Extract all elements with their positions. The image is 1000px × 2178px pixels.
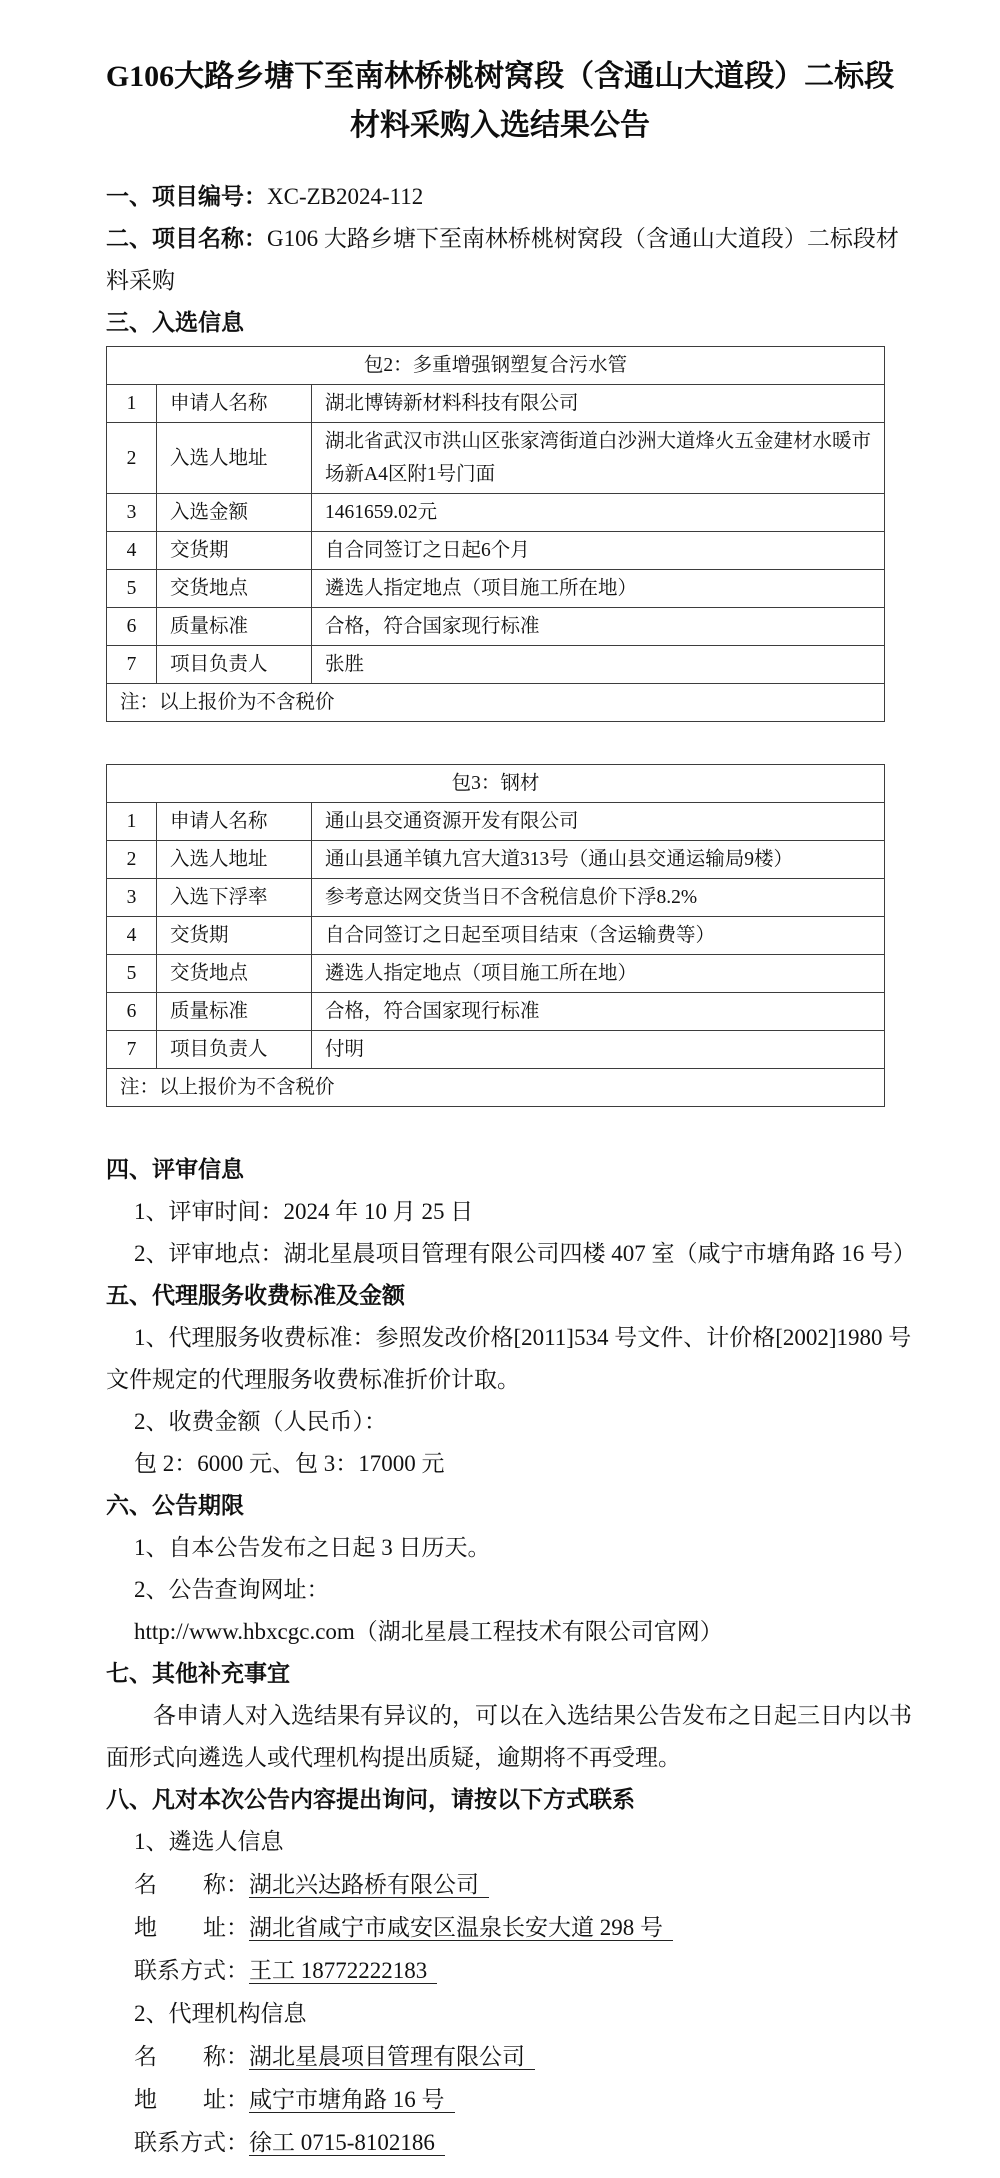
- row-number-cell: 6: [107, 608, 157, 646]
- table-row: [107, 917, 885, 955]
- section5-item1: 1、代理服务收费标准：参照发改价格[2011]534 号文件、计价格[2002]1980 号文件规定的代理服务收费标准折价计取。: [106, 1325, 912, 1392]
- section4-item2: 2、评审地点：湖北星晨项目管理有限公司四楼 407 室（咸宁市塘角路 16 号）: [134, 1241, 916, 1266]
- table-note-row: [107, 1069, 885, 1107]
- section2-line: [106, 218, 920, 302]
- table-row: [107, 494, 885, 532]
- row-value-cell: 付明: [312, 1031, 885, 1069]
- row-value-cell: 参考意达网交货当日不含税信息价下浮8.2%: [312, 879, 885, 917]
- agency-name-line: [106, 2036, 920, 2078]
- row-number-cell: 5: [107, 955, 157, 993]
- document-title: [0, 52, 1000, 150]
- row-number-cell: 4: [107, 532, 157, 570]
- row-number-cell: 1: [107, 385, 157, 423]
- row-value-cell: 合格，符合国家现行标准: [312, 993, 885, 1031]
- agency-contact-value: 徐工 0715-8102186: [249, 2130, 445, 2156]
- package3-header: 包3：钢材: [107, 765, 885, 803]
- row-label-cell: 入选人地址: [157, 423, 312, 494]
- row-value-cell: 遴选人指定地点（项目施工所在地）: [312, 955, 885, 993]
- agency-name-value: 湖北星晨项目管理有限公司: [249, 2044, 535, 2070]
- row-label-cell: 项目负责人: [157, 1031, 312, 1069]
- section2-value: G106 大路乡塘下至南林桥桃树窝段（含通山大道段）二标段材料采购: [106, 226, 899, 293]
- row-number-cell: 7: [107, 1031, 157, 1069]
- selector-contact-label: 联系方式：: [134, 1958, 249, 1983]
- table-note-cell: 注：以上报价为不含税价: [107, 684, 885, 722]
- row-label-cell: 入选人地址: [157, 841, 312, 879]
- section5-heading: 五、代理服务收费标准及金额: [106, 1283, 405, 1308]
- section1-label: 一、项目编号：: [106, 184, 267, 209]
- row-label-cell: 交货地点: [157, 570, 312, 608]
- table-row: [107, 532, 885, 570]
- row-value-cell: 张胜: [312, 646, 885, 684]
- row-value-cell: 湖北博铸新材料科技有限公司: [312, 385, 885, 423]
- table-row: [107, 879, 885, 917]
- row-label-cell: 交货期: [157, 532, 312, 570]
- row-label-cell: 交货期: [157, 917, 312, 955]
- section6-item2: 2、公告查询网址：: [134, 1577, 330, 1602]
- package2-header: 包2：多重增强钢塑复合污水管: [107, 347, 885, 385]
- section2-label: 二、项目名称：: [106, 226, 267, 251]
- table-note-cell: 注：以上报价为不含税价: [107, 1069, 885, 1107]
- selector-contact-line: [106, 1950, 920, 1992]
- row-number-cell: 3: [107, 879, 157, 917]
- row-number-cell: 6: [107, 993, 157, 1031]
- selector-name-value: 湖北兴达路桥有限公司: [249, 1872, 489, 1898]
- section8-heading: 八、凡对本次公告内容提出询问，请按以下方式联系: [106, 1787, 635, 1812]
- selector-address-label: 地 址：: [134, 1915, 249, 1940]
- agency-address-value: 咸宁市塘角路 16 号: [249, 2087, 455, 2113]
- section5-item3: 包 2：6000 元、包 3：17000 元: [134, 1451, 445, 1476]
- row-number-cell: 3: [107, 494, 157, 532]
- row-number-cell: 2: [107, 423, 157, 494]
- section3-heading: 三、入选信息: [106, 310, 244, 335]
- row-value-cell: 1461659.02元: [312, 494, 885, 532]
- selector-name-line: [106, 1864, 920, 1906]
- row-number-cell: 4: [107, 917, 157, 955]
- section1-line: [106, 176, 920, 218]
- row-value-cell: 合格，符合国家现行标准: [312, 608, 885, 646]
- section5-item2: 2、收费金额（人民币）：: [134, 1409, 387, 1434]
- row-value-cell: 湖北省武汉市洪山区张家湾街道白沙洲大道烽火五金建材水暖市场新A4区附1号门面: [312, 423, 885, 494]
- document-title-line1: G106大路乡塘下至南林桥桃树窝段（含通山大道段）二标段: [105, 60, 895, 93]
- row-number-cell: 5: [107, 570, 157, 608]
- table-row: [107, 841, 885, 879]
- table-row: [107, 570, 885, 608]
- row-number-cell: 2: [107, 841, 157, 879]
- agency-info-heading: 2、代理机构信息: [134, 2001, 307, 2026]
- row-label-cell: 入选下浮率: [157, 879, 312, 917]
- agency-address-line: [106, 2079, 920, 2121]
- section4-item1: 1、评审时间：2024 年 10 月 25 日: [134, 1199, 474, 1224]
- section4-heading: 四、评审信息: [106, 1157, 244, 1182]
- row-label-cell: 交货地点: [157, 955, 312, 993]
- row-value-cell: 通山县通羊镇九宫大道313号（通山县交通运输局9楼）: [312, 841, 885, 879]
- row-label-cell: 申请人名称: [157, 803, 312, 841]
- row-value-cell: 自合同签订之日起至项目结束（含运输费等）: [312, 917, 885, 955]
- agency-address-label: 地 址：: [134, 2087, 249, 2112]
- section6-item3-url: http://www.hbxcgc.com（湖北星晨工程技术有限公司官网）: [134, 1619, 723, 1644]
- section7-paragraph: 各申请人对入选结果有异议的，可以在入选结果公告发布之日起三日内以书面形式向遴选人或代理机构提出质疑，逾期将不再受理。: [106, 1703, 912, 1770]
- agency-contact-label: 联系方式：: [134, 2130, 249, 2155]
- selector-address-line: [106, 1907, 920, 1949]
- selector-name-label: 名 称：: [134, 1872, 249, 1897]
- section6-heading: 六、公告期限: [106, 1493, 244, 1518]
- row-label-cell: 质量标准: [157, 608, 312, 646]
- table-row: [107, 608, 885, 646]
- table-row: [107, 803, 885, 841]
- agency-contact-line: [106, 2122, 920, 2164]
- row-label-cell: 项目负责人: [157, 646, 312, 684]
- selector-info-heading: 1、遴选人信息: [134, 1829, 284, 1854]
- selector-contact-value: 王工 18772222183: [249, 1958, 437, 1984]
- row-label-cell: 申请人名称: [157, 385, 312, 423]
- table-row: [107, 423, 885, 494]
- section1-value: XC-ZB2024-112: [267, 184, 424, 209]
- table-row: [107, 1031, 885, 1069]
- package2-table: [106, 346, 885, 722]
- table-note-row: [107, 684, 885, 722]
- table-header-row: [107, 765, 885, 803]
- section6-item1: 1、自本公告发布之日起 3 日历天。: [134, 1535, 491, 1560]
- table-header-row: [107, 347, 885, 385]
- row-value-cell: 自合同签订之日起6个月: [312, 532, 885, 570]
- row-value-cell: 通山县交通资源开发有限公司: [312, 803, 885, 841]
- row-number-cell: 7: [107, 646, 157, 684]
- row-number-cell: 1: [107, 803, 157, 841]
- row-label-cell: 质量标准: [157, 993, 312, 1031]
- agency-name-label: 名 称：: [134, 2044, 249, 2069]
- table-row: [107, 385, 885, 423]
- table-row: [107, 646, 885, 684]
- section7-heading: 七、其他补充事宜: [106, 1661, 290, 1686]
- table-row: [107, 955, 885, 993]
- row-value-cell: 遴选人指定地点（项目施工所在地）: [312, 570, 885, 608]
- selector-address-value: 湖北省咸宁市咸安区温泉长安大道 298 号: [249, 1915, 673, 1941]
- package3-table: [106, 764, 885, 1107]
- document-title-line2: 材料采购入选结果公告: [350, 109, 650, 142]
- table-row: [107, 993, 885, 1031]
- row-label-cell: 入选金额: [157, 494, 312, 532]
